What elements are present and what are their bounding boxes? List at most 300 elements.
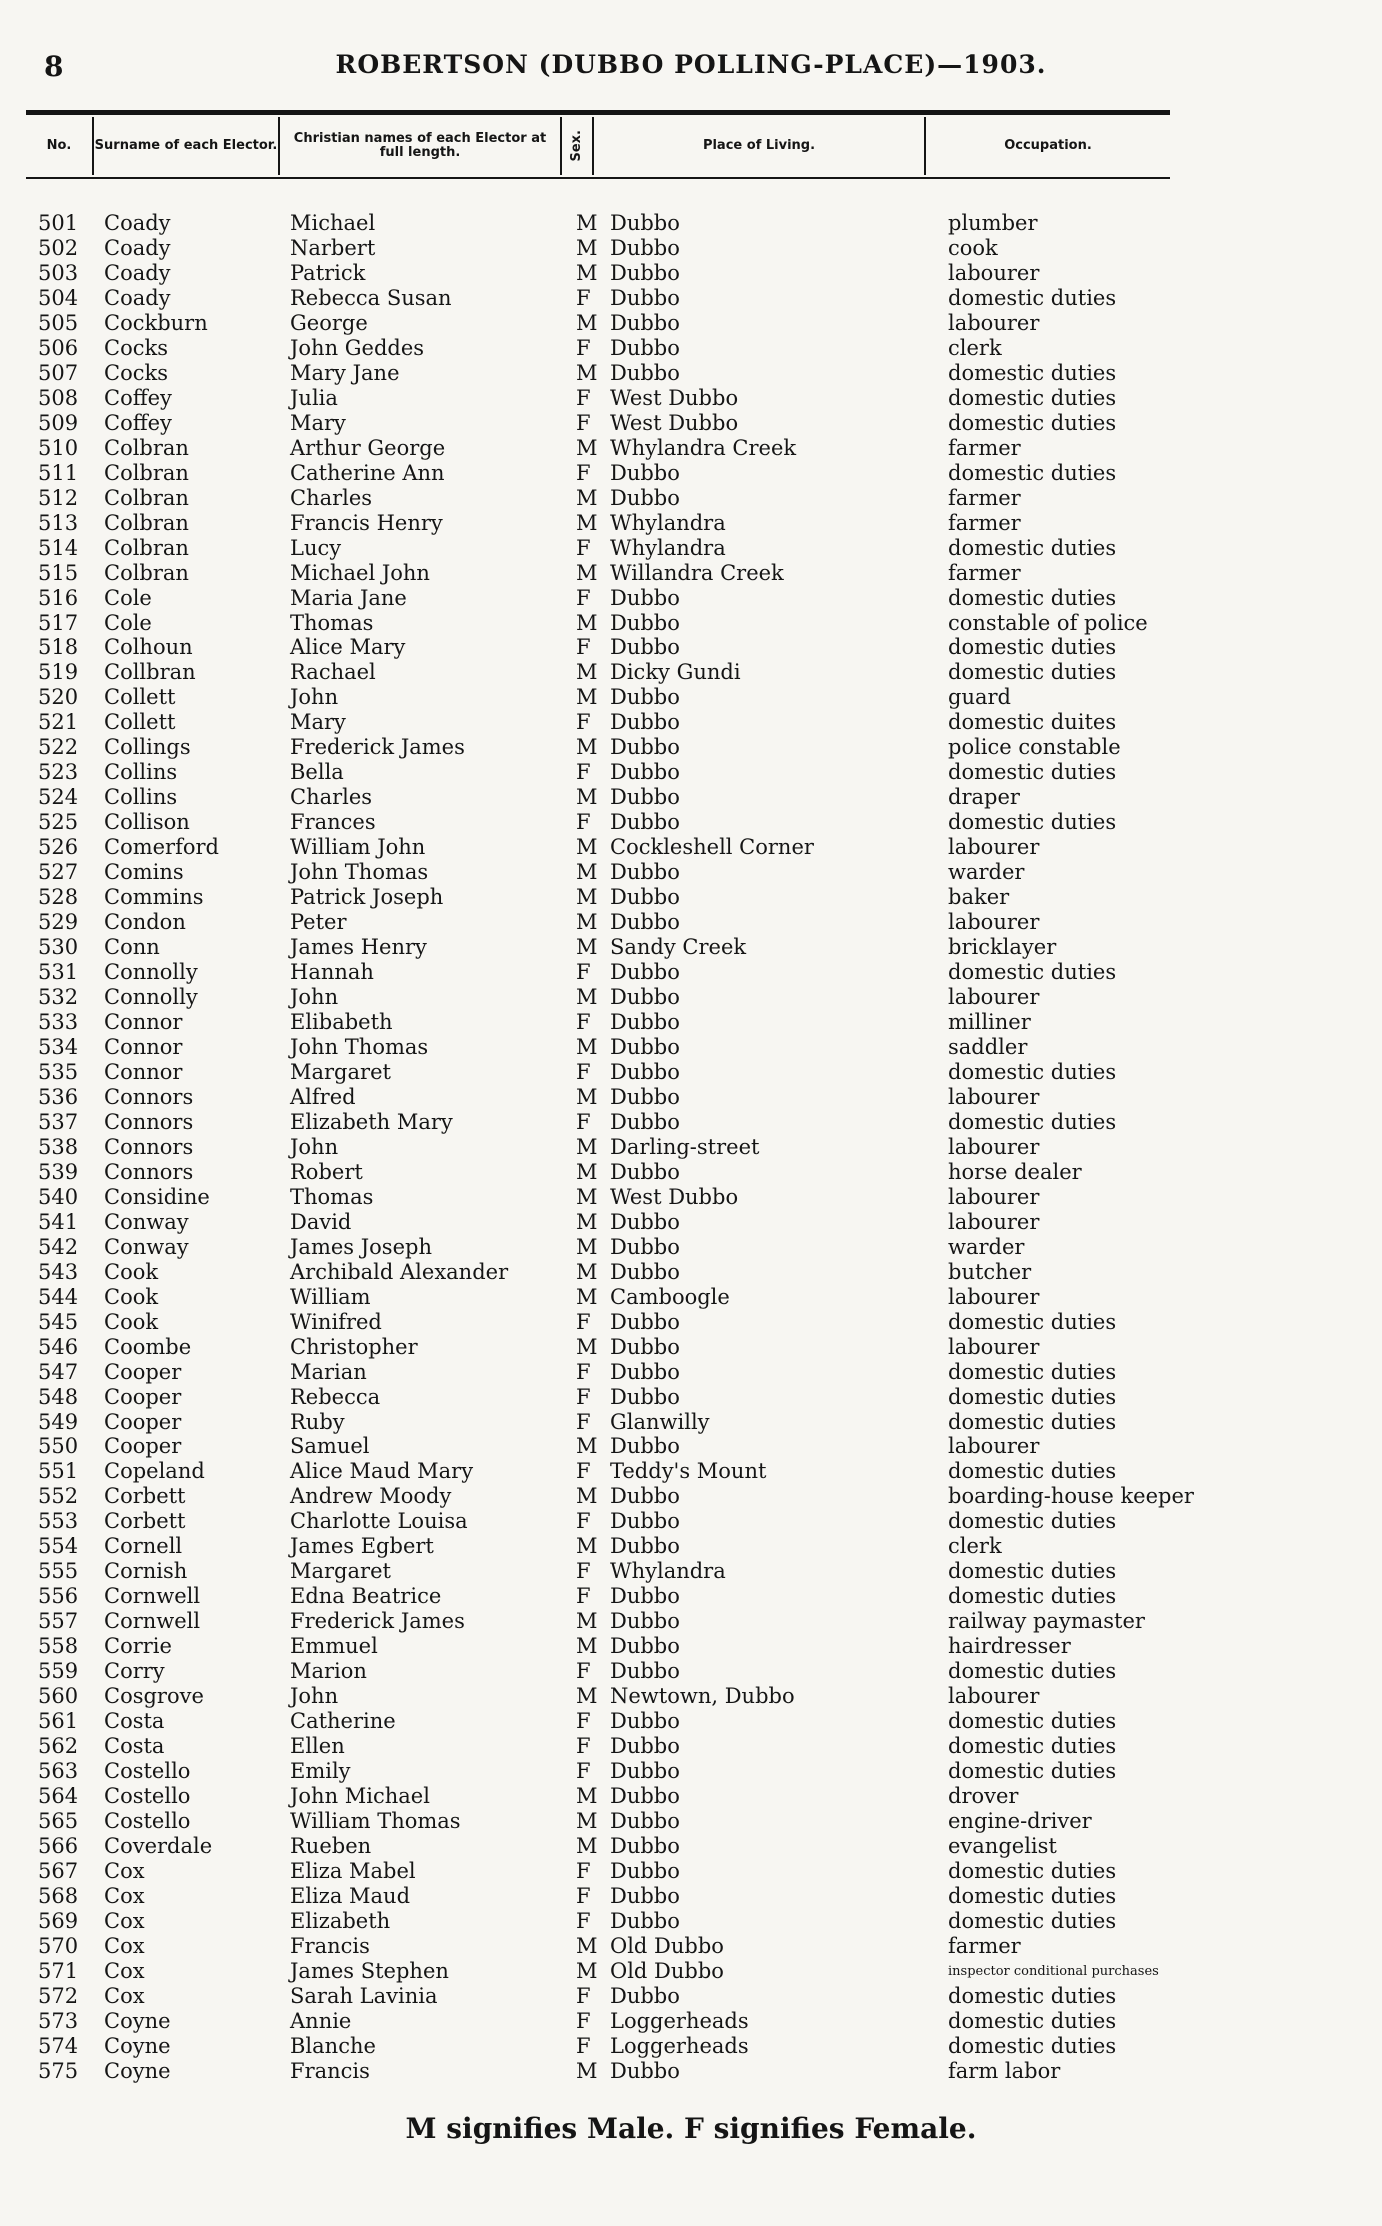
elector-occupation: domestic duties — [948, 1584, 1117, 1609]
elector-row — [0, 261, 1382, 286]
elector-surname: Coady — [104, 260, 171, 285]
elector-row — [0, 411, 1382, 436]
elector-row — [0, 1634, 1382, 1659]
elector-number: 505 — [38, 310, 79, 335]
elector-sex: F — [576, 1734, 591, 1759]
elector-christian-names: Elibabeth — [290, 1010, 393, 1034]
elector-number: 539 — [38, 1159, 79, 1184]
elector-place-of-living: Dubbo — [610, 1634, 680, 1659]
elector-number: 546 — [38, 1334, 79, 1359]
elector-row — [0, 1410, 1382, 1435]
elector-row — [0, 985, 1382, 1010]
elector-row — [0, 1085, 1382, 1110]
elector-number: 511 — [38, 460, 79, 485]
elector-sex: M — [576, 1634, 598, 1659]
elector-occupation: farmer — [948, 560, 1021, 585]
elector-place-of-living: Dubbo — [610, 1259, 680, 1284]
elector-christian-names: Hannah — [290, 960, 374, 985]
elector-place-of-living: Loggerheads — [610, 2008, 749, 2033]
elector-row — [0, 211, 1382, 236]
elector-row — [0, 885, 1382, 910]
elector-place-of-living: Dubbo — [610, 260, 680, 285]
elector-number: 520 — [38, 685, 79, 710]
elector-christian-names: James Henry — [290, 935, 427, 960]
elector-surname: Connors — [104, 1109, 194, 1134]
elector-surname: Connor — [104, 1034, 183, 1059]
elector-place-of-living: Dubbo — [610, 1534, 680, 1559]
elector-sex: F — [576, 1559, 591, 1584]
elector-occupation: domestic duties — [948, 635, 1117, 660]
elector-occupation: labourer — [948, 1084, 1040, 1109]
elector-surname: Comerford — [104, 835, 219, 860]
elector-occupation: hairdresser — [948, 1634, 1071, 1659]
elector-surname: Cox — [104, 1858, 145, 1883]
elector-row — [0, 361, 1382, 386]
elector-row — [0, 1509, 1382, 1534]
elector-occupation: warder — [948, 860, 1025, 885]
elector-place-of-living: Dubbo — [610, 885, 680, 910]
elector-surname: Coyne — [104, 2033, 171, 2058]
elector-place-of-living: Dubbo — [610, 485, 680, 510]
elector-surname: Corbett — [104, 1509, 186, 1534]
elector-occupation: butcher — [948, 1259, 1032, 1284]
elector-number: 541 — [38, 1209, 79, 1234]
elector-number: 514 — [38, 535, 79, 560]
elector-christian-names: Emmuel — [290, 1634, 378, 1659]
elector-christian-names: Mary Jane — [290, 360, 400, 385]
elector-row — [0, 1609, 1382, 1634]
elector-surname: Cox — [104, 1883, 145, 1908]
elector-sex: M — [576, 1609, 598, 1634]
elector-place-of-living: Dubbo — [610, 1484, 680, 1509]
elector-christian-names: James Egbert — [290, 1534, 434, 1559]
elector-sex: M — [576, 1684, 598, 1709]
elector-occupation: saddler — [948, 1034, 1028, 1059]
elector-row — [0, 1060, 1382, 1085]
elector-surname: Cornish — [104, 1559, 188, 1584]
elector-number: 508 — [38, 385, 79, 410]
elector-surname: Collett — [104, 710, 176, 735]
elector-sex: M — [576, 211, 598, 235]
elector-occupation: domestic duties — [948, 535, 1117, 560]
elector-number: 512 — [38, 485, 79, 510]
elector-surname: Cox — [104, 1958, 145, 1983]
elector-occupation: domestic duties — [948, 585, 1117, 610]
elector-occupation: labourer — [948, 1284, 1040, 1309]
elector-place-of-living: Dubbo — [610, 1734, 680, 1759]
elector-number: 562 — [38, 1734, 79, 1759]
elector-occupation: railway paymaster — [948, 1609, 1145, 1634]
elector-number: 552 — [38, 1484, 79, 1509]
elector-occupation: domestic duties — [948, 1559, 1117, 1584]
elector-number: 572 — [38, 1983, 79, 2008]
elector-row — [0, 1659, 1382, 1684]
elector-number: 501 — [38, 211, 79, 235]
elector-place-of-living: Dubbo — [610, 1584, 680, 1609]
elector-sex: F — [576, 335, 591, 360]
elector-sex: M — [576, 1958, 598, 1983]
elector-place-of-living: Dubbo — [610, 910, 680, 935]
elector-occupation: farmer — [948, 1933, 1021, 1958]
elector-row — [0, 1434, 1382, 1459]
elector-occupation: boarding-house keeper — [948, 1484, 1194, 1509]
elector-number: 554 — [38, 1534, 79, 1559]
elector-christian-names: Patrick Joseph — [290, 885, 444, 910]
elector-surname: Coffey — [104, 410, 172, 435]
elector-occupation: drover — [948, 1784, 1019, 1809]
elector-number: 571 — [38, 1958, 79, 1983]
elector-christian-names: Margaret — [290, 1559, 391, 1584]
elector-occupation: farmer — [948, 485, 1021, 510]
elector-row — [0, 635, 1382, 660]
elector-christian-names: Michael John — [290, 560, 430, 585]
elector-surname: Coady — [104, 235, 171, 260]
elector-christian-names: Arthur George — [290, 435, 446, 460]
elector-number: 533 — [38, 1010, 79, 1034]
elector-row — [0, 960, 1382, 985]
elector-occupation: milliner — [948, 1010, 1031, 1034]
elector-sex: F — [576, 1459, 591, 1484]
elector-row — [0, 660, 1382, 685]
elector-sex: M — [576, 1184, 598, 1209]
elector-place-of-living: Darling-street — [610, 1134, 760, 1159]
elector-surname: Cole — [104, 585, 152, 610]
elector-row — [0, 561, 1382, 586]
elector-row — [0, 1360, 1382, 1385]
elector-christian-names: Thomas — [290, 610, 374, 635]
elector-number: 545 — [38, 1309, 79, 1334]
elector-row — [0, 2034, 1382, 2059]
elector-occupation: domestic duties — [948, 1659, 1117, 1684]
elector-number: 516 — [38, 585, 79, 610]
elector-christian-names: Catherine — [290, 1709, 396, 1734]
elector-row — [0, 536, 1382, 561]
elector-number: 509 — [38, 410, 79, 435]
elector-occupation: labourer — [948, 1684, 1040, 1709]
elector-christian-names: William Thomas — [290, 1809, 461, 1833]
elector-christian-names: William John — [290, 835, 426, 860]
elector-christian-names: Mary — [290, 710, 346, 735]
elector-number: 540 — [38, 1184, 79, 1209]
elector-row — [0, 1010, 1382, 1035]
elector-occupation: domestic duties — [948, 1059, 1117, 1084]
footer-legend: M signifies Male. F signifies Female. — [405, 2112, 977, 2145]
elector-surname: Colbran — [104, 560, 189, 585]
elector-surname: Coyne — [104, 2058, 171, 2083]
elector-row — [0, 1959, 1382, 1984]
elector-sex: F — [576, 1059, 591, 1084]
elector-sex: F — [576, 385, 591, 410]
elector-occupation: domestic duties — [948, 1384, 1117, 1409]
elector-sex: M — [576, 2058, 598, 2083]
elector-number: 528 — [38, 885, 79, 910]
elector-christian-names: Eliza Maud — [290, 1883, 411, 1908]
elector-row — [0, 461, 1382, 486]
elector-occupation: domestic duties — [948, 2008, 1117, 2033]
elector-row — [0, 1759, 1382, 1784]
elector-christian-names: Elizabeth — [290, 1908, 391, 1933]
elector-sex: M — [576, 1209, 598, 1234]
elector-sex: M — [576, 935, 598, 960]
elector-number: 526 — [38, 835, 79, 860]
elector-surname: Colbran — [104, 535, 189, 560]
elector-number: 553 — [38, 1509, 79, 1534]
elector-surname: Costello — [104, 1809, 191, 1833]
elector-row — [0, 436, 1382, 461]
elector-surname: Costa — [104, 1734, 165, 1759]
header-occupation: Occupation. — [1004, 138, 1092, 153]
elector-place-of-living: Dubbo — [610, 810, 680, 835]
elector-place-of-living: Dubbo — [610, 1908, 680, 1933]
elector-surname: Cooper — [104, 1384, 182, 1409]
elector-occupation: cook — [948, 235, 998, 260]
elector-christian-names: Winifred — [290, 1309, 382, 1334]
elector-sex: M — [576, 1933, 598, 1958]
header-top-rule — [26, 110, 1170, 115]
elector-surname: Conway — [104, 1209, 189, 1234]
elector-surname: Connor — [104, 1059, 183, 1084]
elector-christian-names: Ellen — [290, 1734, 345, 1759]
elector-number: 544 — [38, 1284, 79, 1309]
elector-christian-names: Rachael — [290, 660, 376, 685]
header-no: No. — [46, 138, 72, 153]
elector-occupation: labourer — [948, 910, 1040, 935]
elector-place-of-living: Whylandra Creek — [610, 435, 797, 460]
elector-row — [0, 1709, 1382, 1734]
elector-surname: Colbran — [104, 510, 189, 535]
elector-row — [0, 685, 1382, 710]
elector-number: 561 — [38, 1709, 79, 1734]
elector-christian-names: Narbert — [290, 235, 376, 260]
elector-christian-names: Christopher — [290, 1334, 418, 1359]
elector-surname: Connors — [104, 1159, 194, 1184]
elector-number: 506 — [38, 335, 79, 360]
elector-occupation: domestic duties — [948, 385, 1117, 410]
elector-number: 564 — [38, 1784, 79, 1809]
elector-surname: Coady — [104, 285, 171, 310]
elector-row — [0, 1135, 1382, 1160]
elector-occupation: domestic duties — [948, 1858, 1117, 1883]
elector-place-of-living: Dubbo — [610, 310, 680, 335]
elector-number: 519 — [38, 660, 79, 685]
elector-number: 570 — [38, 1933, 79, 1958]
elector-number: 557 — [38, 1609, 79, 1634]
elector-row — [0, 1984, 1382, 2009]
elector-christian-names: Charlotte Louisa — [290, 1509, 468, 1534]
elector-occupation: clerk — [948, 1534, 1002, 1559]
elector-sex: F — [576, 1509, 591, 1534]
elector-place-of-living: Dubbo — [610, 2058, 680, 2083]
page-number: 8 — [44, 50, 64, 83]
elector-christian-names: Robert — [290, 1159, 363, 1184]
elector-place-of-living: Whylandra — [610, 510, 726, 535]
elector-sex: M — [576, 885, 598, 910]
elector-row — [0, 1684, 1382, 1709]
elector-number: 550 — [38, 1434, 79, 1459]
elector-row — [0, 1160, 1382, 1185]
elector-christian-names: James Stephen — [290, 1958, 449, 1983]
elector-row — [0, 735, 1382, 760]
elector-surname: Cooper — [104, 1359, 182, 1384]
elector-place-of-living: Dubbo — [610, 211, 680, 235]
elector-christian-names: Francis Henry — [290, 510, 443, 535]
elector-surname: Condon — [104, 910, 186, 935]
elector-place-of-living: West Dubbo — [610, 410, 739, 435]
elector-christian-names: Rebecca Susan — [290, 285, 452, 310]
elector-occupation: labourer — [948, 1134, 1040, 1159]
elector-surname: Colbran — [104, 485, 189, 510]
elector-sex: M — [576, 1809, 598, 1833]
elector-surname: Cockburn — [104, 310, 208, 335]
elector-place-of-living: West Dubbo — [610, 1184, 739, 1209]
elector-sex: M — [576, 735, 598, 760]
elector-occupation: labourer — [948, 1209, 1040, 1234]
elector-sex: F — [576, 460, 591, 485]
elector-row — [0, 1185, 1382, 1210]
elector-christian-names: Samuel — [290, 1434, 370, 1459]
elector-occupation: domestic duties — [948, 1734, 1117, 1759]
elector-sex: M — [576, 610, 598, 635]
elector-christian-names: George — [290, 310, 368, 335]
elector-surname: Commins — [104, 885, 204, 910]
elector-row — [0, 1909, 1382, 1934]
elector-place-of-living: Cockleshell Corner — [610, 835, 814, 860]
elector-sex: F — [576, 1409, 591, 1434]
elector-surname: Cocks — [104, 360, 168, 385]
elector-christian-names: Rueben — [290, 1833, 372, 1858]
elector-sex: M — [576, 860, 598, 885]
elector-sex: M — [576, 435, 598, 460]
elector-sex: M — [576, 910, 598, 935]
header-christian: Christian names of each Elector at full length. — [293, 131, 547, 160]
elector-place-of-living: Dubbo — [610, 635, 680, 660]
elector-sex: F — [576, 1709, 591, 1734]
elector-sex: M — [576, 1134, 598, 1159]
elector-christian-names: Eliza Mabel — [290, 1858, 416, 1883]
elector-surname: Cornwell — [104, 1609, 201, 1634]
elector-place-of-living: Camboogle — [610, 1284, 730, 1309]
elector-surname: Connor — [104, 1010, 183, 1034]
elector-christian-names: Frederick James — [290, 1609, 465, 1634]
elector-surname: Cox — [104, 1908, 145, 1933]
elector-surname: Cox — [104, 1933, 145, 1958]
elector-sex: F — [576, 1883, 591, 1908]
elector-occupation: domestic duties — [948, 1883, 1117, 1908]
elector-surname: Costa — [104, 1709, 165, 1734]
elector-occupation: constable of police — [948, 610, 1148, 635]
elector-christian-names: William — [290, 1284, 371, 1309]
elector-sex: F — [576, 1010, 591, 1034]
elector-surname: Cox — [104, 1983, 145, 2008]
elector-place-of-living: Glanwilly — [610, 1409, 710, 1434]
elector-place-of-living: Dubbo — [610, 460, 680, 485]
elector-christian-names: James Joseph — [290, 1234, 432, 1259]
elector-row — [0, 1385, 1382, 1410]
elector-number: 503 — [38, 260, 79, 285]
elector-sex: F — [576, 1983, 591, 2008]
elector-place-of-living: Dubbo — [610, 1359, 680, 1384]
elector-christian-names: Elizabeth Mary — [290, 1109, 453, 1134]
elector-row — [0, 1110, 1382, 1135]
elector-christian-names: Charles — [290, 485, 373, 510]
elector-occupation: domestic duties — [948, 1509, 1117, 1534]
elector-number: 522 — [38, 735, 79, 760]
elector-place-of-living: Dubbo — [610, 685, 680, 710]
elector-occupation: labourer — [948, 835, 1040, 860]
elector-christian-names: Alice Mary — [290, 635, 406, 660]
elector-christian-names: Francis — [290, 2058, 370, 2083]
elector-sex: F — [576, 1309, 591, 1334]
elector-number: 566 — [38, 1833, 79, 1858]
elector-place-of-living: Teddy's Mount — [610, 1459, 767, 1484]
elector-place-of-living: Old Dubbo — [610, 1933, 724, 1958]
elector-number: 521 — [38, 710, 79, 735]
elector-christian-names: Rebecca — [290, 1384, 381, 1409]
elector-row — [0, 1335, 1382, 1360]
elector-place-of-living: Dubbo — [610, 285, 680, 310]
elector-place-of-living: Dubbo — [610, 760, 680, 785]
elector-surname: Connors — [104, 1134, 194, 1159]
elector-occupation: horse dealer — [948, 1159, 1082, 1184]
elector-occupation: domestic duties — [948, 1109, 1117, 1134]
elector-sex: F — [576, 635, 591, 660]
elector-place-of-living: Dicky Gundi — [610, 660, 741, 685]
elector-number: 560 — [38, 1684, 79, 1709]
elector-number: 502 — [38, 235, 79, 260]
elector-surname: Cornwell — [104, 1584, 201, 1609]
elector-number: 538 — [38, 1134, 79, 1159]
elector-surname: Collins — [104, 760, 178, 785]
elector-occupation: warder — [948, 1234, 1025, 1259]
elector-number: 575 — [38, 2058, 79, 2083]
elector-place-of-living: Dubbo — [610, 710, 680, 735]
elector-place-of-living: Dubbo — [610, 1709, 680, 1734]
elector-surname: Collett — [104, 685, 176, 710]
elector-sex: F — [576, 535, 591, 560]
elector-number: 569 — [38, 1908, 79, 1933]
elector-sex: M — [576, 1484, 598, 1509]
elector-number: 543 — [38, 1259, 79, 1284]
header-sex-cell — [562, 117, 592, 175]
elector-number: 559 — [38, 1659, 79, 1684]
elector-sex: F — [576, 810, 591, 835]
elector-surname: Cooper — [104, 1409, 182, 1434]
elector-number: 523 — [38, 760, 79, 785]
elector-occupation: evangelist — [948, 1833, 1057, 1858]
elector-place-of-living: Whylandra — [610, 1559, 726, 1584]
elector-occupation: domestic duties — [948, 1983, 1117, 2008]
elector-sex: F — [576, 2033, 591, 2058]
elector-number: 567 — [38, 1858, 79, 1883]
elector-occupation: domestic duties — [948, 360, 1117, 385]
elector-row — [0, 1559, 1382, 1584]
page-title: ROBERTSON (DUBBO POLLING-PLACE)—1903. — [335, 50, 1047, 79]
elector-sex: F — [576, 1908, 591, 1933]
elector-occupation: clerk — [948, 335, 1002, 360]
elector-surname: Cosgrove — [104, 1684, 204, 1709]
elector-christian-names: Bella — [290, 760, 344, 785]
elector-place-of-living: West Dubbo — [610, 385, 739, 410]
elector-sex: M — [576, 1784, 598, 1809]
elector-occupation: farm labor — [948, 2058, 1061, 2083]
elector-row — [0, 935, 1382, 960]
elector-surname: Collings — [104, 735, 191, 760]
elector-row — [0, 1784, 1382, 1809]
elector-sex: M — [576, 1434, 598, 1459]
elector-christian-names: John — [290, 685, 339, 710]
elector-sex: M — [576, 1234, 598, 1259]
elector-place-of-living: Dubbo — [610, 1159, 680, 1184]
